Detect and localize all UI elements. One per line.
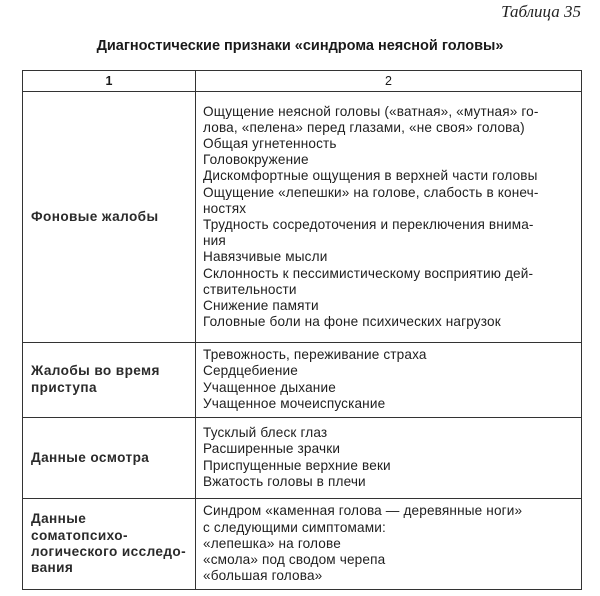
list-item: Учащенное мочеиспускание <box>203 395 386 411</box>
list-item: Снижение памяти <box>203 298 319 314</box>
list-item: «лепешка» на голове <box>203 535 341 551</box>
row-label-line: вания <box>31 560 74 576</box>
list-item: ния <box>203 233 226 249</box>
list-item: Тусклый блеск глаз <box>203 425 328 441</box>
row-label-line: приступа <box>31 379 97 395</box>
row-items <box>196 342 582 417</box>
row-label <box>23 417 196 498</box>
table-header-row <box>23 71 582 92</box>
list-item: ностях <box>203 200 247 216</box>
list-item: Трудность сосредоточения и переключения внима- <box>203 217 534 232</box>
row-label-line: Данные осмотра <box>31 449 150 465</box>
list-item: Приспущенные верхние веки <box>203 457 391 473</box>
list-item: «большая голова» <box>203 568 323 584</box>
list-item: с следующими симптомами: <box>203 519 386 535</box>
row-label-line: Жалобы во время <box>31 363 160 379</box>
list-item: Тревожность, переживание страха <box>203 347 427 363</box>
list-item: Расширенные зрачки <box>203 441 341 457</box>
list-item: Головокружение <box>203 152 309 168</box>
list-item: Вжатость головы в плечи <box>203 473 366 489</box>
table-row-background-complaints <box>23 92 582 342</box>
list-item: Навязчивые мысли <box>203 249 328 265</box>
list-item: лова, «пелена» перед глазами, «не своя» голова) <box>203 119 525 135</box>
list-item: «смола» под сводом черепа <box>203 551 386 567</box>
row-items <box>196 92 582 342</box>
diagnostic-signs-table <box>22 70 582 590</box>
list-item: Склонность к пессимистическому восприятию дей- <box>203 265 534 281</box>
row-label <box>23 342 196 417</box>
table-row-examination-data <box>23 417 582 498</box>
column-header-2: 2 <box>196 71 582 92</box>
list-item: Головные боли на фоне психических нагрузок <box>203 314 501 330</box>
row-label-line: логического исследо- <box>31 543 187 559</box>
table-number: Таблица 35 <box>501 2 581 21</box>
row-label <box>23 92 196 342</box>
row-label-line: Фоновые жалобы <box>31 208 159 224</box>
row-label <box>23 498 196 589</box>
table-row-attack-complaints <box>23 342 582 417</box>
list-item: Учащенное дыхание <box>203 379 336 395</box>
list-item: Общая угнетенность <box>203 135 337 151</box>
table-row-somatopsychological-data <box>23 498 582 589</box>
list-item: Сердцебиение <box>203 363 298 379</box>
row-items <box>196 498 582 589</box>
list-item: ствительности <box>203 281 297 297</box>
column-header-1: 1 <box>23 71 196 92</box>
row-items <box>196 417 582 498</box>
row-label-line: Данные соматопсихо- <box>31 511 128 543</box>
table-title: Диагностические признаки «синдрома неясной головы» <box>96 38 504 54</box>
list-item: Ощущение «лепешки» на голове, слабость в конеч- <box>203 184 539 200</box>
list-item: Дискомфортные ощущения в верхней части головы <box>203 168 538 184</box>
list-item: Синдром «каменная голова — деревянные ноги» <box>203 503 523 519</box>
list-item: Ощущение неясной головы («ватная», «мутная» го- <box>203 103 539 119</box>
